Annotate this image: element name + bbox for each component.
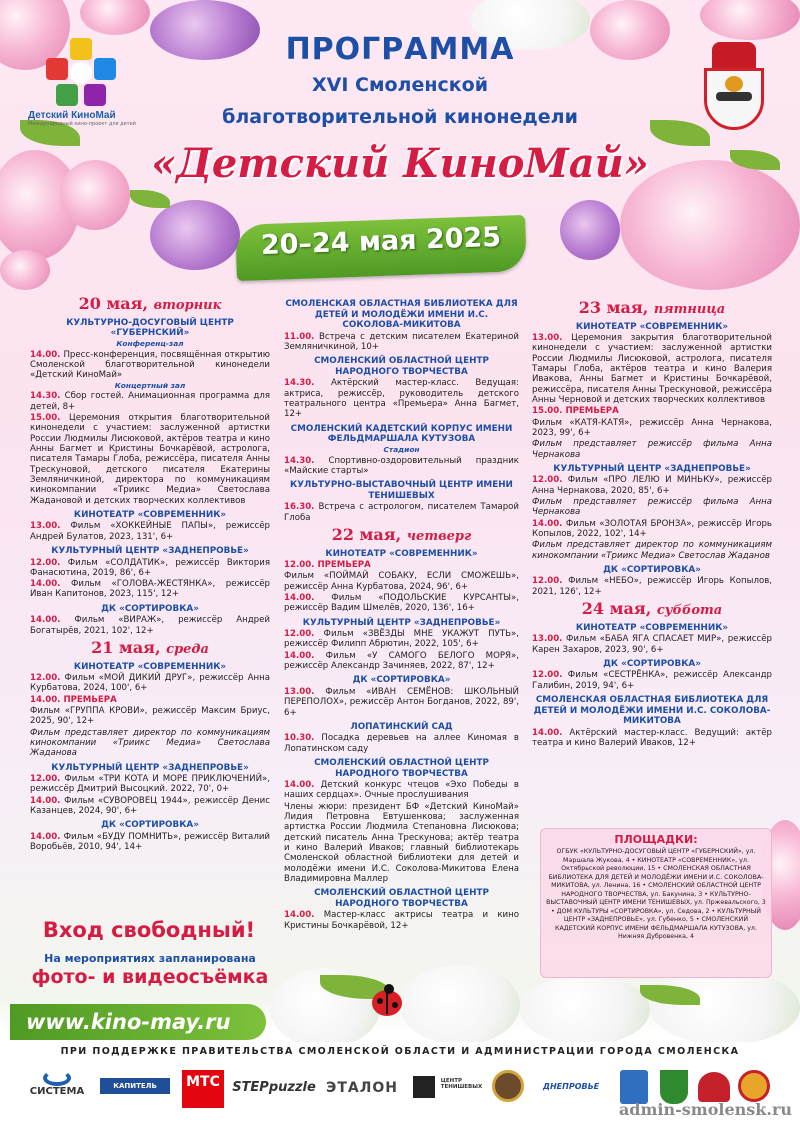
event-item: 14.00. Фильм «ПОДОЛЬСКИЕ КУРСАНТЫ», режиссёр Вадим Шмелёв, 2020, 136', 16+ — [284, 593, 519, 614]
smolensk-crest-icon — [698, 40, 770, 132]
venue-heading: КИНОТЕАТР «СОВРЕМЕННИК» — [575, 321, 729, 332]
event-item: Фильм «ГРУППА КРОВИ», режиссёр Максим Бриус, 2025, 90', 12+ — [30, 706, 270, 727]
event-item: 14.00. Пресс-конференция, посвящённая открытию Смоленской благотворительной кинонедели «Детский КиноМай» — [30, 349, 270, 381]
event-note: Фильм представляет директор по коммуникациям кинокомпании «Триикс Медиа» Светослав Жаданов — [532, 540, 772, 561]
day-heading: 21 мая, среда — [91, 637, 209, 657]
flower-decoration — [520, 975, 650, 1045]
schedule-column-2 — [284, 295, 519, 932]
website-link[interactable]: www.kino-may.ru — [10, 1004, 266, 1040]
logo-subtitle: Международный кино-проект для детей — [28, 121, 136, 127]
venue-heading: КИНОТЕАТР «СОВРЕМЕННИК» — [325, 548, 478, 559]
event-item: 14.30. Спортивно-оздоровительный праздник «Майские старты» — [284, 455, 519, 476]
venue-heading: КУЛЬТУРНЫЙ ЦЕНТР «ЗАДНЕПРОВЬЕ» — [51, 762, 249, 773]
venue-heading: СМОЛЕНСКИЙ ОБЛАСТНОЙ ЦЕНТР НАРОДНОГО ТВОРЧЕСТВА — [314, 356, 489, 377]
venue-heading: СМОЛЕНСКИЙ ОБЛАСТНОЙ ЦЕНТР НАРОДНОГО ТВОРЧЕСТВА — [314, 758, 489, 779]
leaf-decoration — [130, 190, 170, 208]
schedule-column-1 — [30, 292, 270, 854]
star-logo-icon — [46, 38, 116, 108]
day-heading: 20 мая, вторник — [78, 294, 222, 313]
edition-line: XVI Смоленской — [311, 74, 489, 96]
venue-heading: ДК «СОРТИРОВКА» — [603, 658, 701, 669]
flower-decoration — [150, 200, 240, 270]
watermark: admin-smolensk.ru — [618, 1100, 792, 1119]
flower-decoration — [80, 0, 150, 35]
ladybug-icon — [372, 990, 402, 1016]
event-item: 12.00. Фильм «МОЙ ДИКИЙ ДРУГ», режиссёр Анна Курбатова, 2024, 100', 6+ — [30, 673, 270, 694]
flower-decoration — [700, 0, 800, 40]
sponsor-logo: ЭТАЛОН — [326, 1080, 398, 1096]
hall-label: Конференц-зал — [116, 338, 184, 348]
sponsor-logo: ЦЕНТР ТЕНИШЕВЫХ — [410, 1070, 488, 1110]
event-item: 14.00. Фильм «ЗОЛОТАЯ БРОНЗА», режиссёр Игорь Копылов, 2022, 102', 14+ — [532, 518, 772, 539]
event-item: 14.00. Фильм «СУВОРОВЕЦ 1944», режиссёр Денис Казанцев, 2024, 90', 6+ — [30, 795, 270, 817]
venue-heading: КИНОТЕАТР «СОВРЕМЕННИК» — [73, 661, 227, 672]
event-item: 14.00. Фильм «БУДУ ПОМНИТЬ», режиссёр Виталий Воробьёв, 2010, 94', 14+ — [30, 831, 270, 853]
event-item: 10.30. Посадка деревьев на аллее Киномая в Лопатинском саду — [284, 733, 519, 754]
festival-logo — [28, 38, 138, 127]
event-item: 13.00. Фильм «ИВАН СЕМЁНОВ: ШКОЛЬНЫЙ ПЕРЕПОЛОХ», режиссёр Антон Богданов, 2022, 89', 6+ — [284, 686, 519, 718]
venue-heading: КУЛЬТУРНО-ДОСУГОВЫЙ ЦЕНТР «ГУБЕРНСКИЙ» — [66, 317, 234, 339]
event-item: 14.30. Сбор гостей. Анимационная программа для детей, 8+ — [30, 391, 270, 412]
event-item: 13.00. Фильм «ХОККЕЙНЫЕ ПАПЫ», режиссёр Андрей Булатов, 2023, 131', 6+ — [30, 521, 270, 542]
festival-dates: 20–24 мая 2025 — [260, 221, 502, 262]
festival-name: «Детский КиноМай» — [151, 140, 649, 187]
flower-decoration — [0, 250, 50, 290]
venue-heading: СМОЛЕНСКИЙ ОБЛАСТНОЙ ЦЕНТР НАРОДНОГО ТВОРЧЕСТВА — [314, 888, 489, 909]
venue-heading: ДК «СОРТИРОВКА» — [603, 564, 701, 575]
event-item: 12.00. Фильм «ЗВЁЗДЫ МНЕ УКАЖУТ ПУТЬ», режиссёр Филипп Абрютин, 2022, 105', 6+ — [284, 629, 519, 650]
event-item: 14.00. Фильм «У САМОГО БЕЛОГО МОРЯ», режиссёр Александр Зачиняев, 2022, 87', 12+ — [284, 650, 519, 672]
event-item: 11.00. Встреча с детским писателем Екатериной Земляничкиной, 10+ — [284, 331, 519, 352]
day-heading: 23 мая, пятница — [578, 298, 726, 317]
event-item: 14.00. Актёрский мастер-класс. Ведущий: актёр театра и кино Валерий Иваков, 12+ — [532, 727, 772, 748]
event-item: 14.00. Детский конкурс чтецов «Эхо Победы в наших сердцах». Очные прослушивания — [284, 780, 519, 801]
event-item: 15.00. Церемония открытия благотворительной кинонедели с участием: заслуженной артистки России Людмилы Лисюковой, актёров театра и кино Анны Багмет и Кристины Бочкарёвой, астролога, писателя Тамары Глоба, режиссёра, писателя Анны Трескуновой, детского писателя Екатерины Земляничкиной, директора по коммуникациям кинокомпании «Триикс Медиа» Светославa Жадановой и детских творческих коллективов — [30, 413, 270, 506]
jury-list: Члены жюри: президент БФ «Детский КиноМай» Лидия Петровна Евтушенкова; заслуженная артистка России Людмила Степановна Лисюкова; детский писатель Анна Трескунова; актёр театра и кино Валерий Иваков; главный библиотекарь Смоленской областной библиотеки для детей и молодёжи имени И.С. Соколова-Микитова Елена Владимировна Маллер — [284, 801, 519, 884]
hall-label: Стадион — [383, 444, 420, 454]
event-item: Фильм «ПОЙМАЙ СОБАКУ, ЕСЛИ СМОЖЕШЬ», режиссёр Анна Курбатова, 2024, 96', 6+ — [284, 571, 519, 592]
sponsor-logo: СИСТЕМА — [22, 1070, 92, 1110]
event-item: 12.00. Фильм «СЕСТРЁНКА», режиссёр Александр Галибин, 2019, 94', 6+ — [532, 670, 772, 691]
venues-box — [540, 828, 772, 978]
flower-decoration — [400, 965, 520, 1045]
photo-notice-emphasis: фото- и видеосъёмка — [31, 966, 269, 988]
venue-heading: КИНОТЕАТР «СОВРЕМЕННИК» — [73, 509, 227, 520]
event-item: 14.00. Фильм «ВИРАЖ», режиссёр Андрей Богатырёв, 2021, 102', 12+ — [30, 615, 270, 636]
event-item: 15.00. ПРЕМЬЕРА — [532, 406, 619, 417]
logo-name: Детский КиноМай — [28, 110, 116, 121]
subtitle-line: благотворительной кинонедели — [222, 106, 578, 128]
photo-notice-line: На мероприятиях запланирована — [44, 952, 256, 965]
sponsor-logo: МТС — [182, 1070, 224, 1110]
event-note: Фильм представляет режиссёр фильма Анна Чернакова — [532, 439, 772, 460]
venue-heading: КУЛЬТУРНЫЙ ЦЕНТР «ЗАДНЕПРОВЬЕ» — [51, 545, 249, 556]
sponsor-logo: STEPpuzzle — [232, 1080, 316, 1095]
flower-decoration — [650, 970, 800, 1045]
venue-heading: КУЛЬТУРНЫЙ ЦЕНТР «ЗАДНЕПРОВЬЕ» — [302, 617, 501, 628]
venue-heading: КИНОТЕАТР «СОВРЕМЕННИК» — [575, 622, 729, 633]
venues-title: ПЛОЩАДКИ: — [614, 833, 698, 846]
event-item: Фильм «КАТЯ-КАТЯ», режиссёр Анна Чернакова, 2023, 99', 6+ — [532, 417, 772, 438]
venue-heading: СМОЛЕНСКАЯ ОБЛАСТНАЯ БИБЛИОТЕКА ДЛЯ ДЕТЕЙ И МОЛОДЁЖИ ИМЕНИ И.С. СОКОЛОВА-МИКИТОВА — [285, 299, 518, 331]
event-item: 12.00. ПРЕМЬЕРА — [284, 560, 371, 571]
event-item: 12.00. Фильм «ПРО ЛЕЛЮ И МИНЬКУ», режиссёр Анна Чернакова, 2020, 85', 6+ — [532, 475, 772, 496]
free-entry-banner: Вход свободный! — [42, 918, 256, 942]
event-item: 14.00. ПРЕМЬЕРА — [30, 694, 117, 705]
venue-heading: ДК «СОРТИРОВКА» — [101, 603, 199, 614]
venue-heading: ЛОПАТИНСКИЙ САД — [350, 721, 453, 732]
venue-heading: ДК «СОРТИРОВКА» — [101, 820, 199, 831]
event-item: 14.00. Фильм «ГОЛОВА-ЖЕСТЯНКА», режиссёр Иван Капитонов, 2023, 115', 12+ — [30, 579, 270, 600]
event-item: 12.00. Фильм «ТРИ КОТА И МОРЕ ПРИКЛЮЧЕНИЙ», режиссёр Дмитрий Высоцкий. 2022, 70', 0+ — [30, 774, 270, 795]
venue-heading: СМОЛЕНСКАЯ ОБЛАСТНАЯ БИБЛИОТЕКА ДЛЯ ДЕТЕЙ И МОЛОДЁЖИ ИМЕНИ И.С. СОКОЛОВА-МИКИТОВА — [533, 695, 771, 727]
support-line: ПРИ ПОДДЕРЖКЕ ПРАВИТЕЛЬСТВА СМОЛЕНСКОЙ ОБЛАСТИ И АДМИНИСТРАЦИИ ГОРОДА СМОЛЕНСКА — [60, 1046, 740, 1057]
sponsor-logo — [492, 1070, 528, 1110]
event-item: 16.30. Встреча с астрологом, писателем Тамарой Глоба — [284, 502, 519, 523]
sponsor-logo: КАПИТЕЛЬ — [100, 1070, 170, 1110]
day-heading: 22 мая, четверг — [331, 524, 472, 544]
event-item: 12.00. Фильм «СОЛДАТИК», режиссёр Виктория Фанасютина, 2019, 86', 6+ — [30, 557, 270, 578]
venue-heading: КУЛЬТУРНО-ВЫСТАВОЧНЫЙ ЦЕНТР ИМЕНИ ТЕНИШЕВЫХ — [290, 480, 513, 501]
event-item: 12.00. Фильм «НЕБО», режиссёр Игорь Копылов, 2021, 126', 12+ — [532, 576, 772, 597]
venues-list: ОГБУК «КУЛЬТУРНО-ДОСУГОВЫЙ ЦЕНТР «ГУБЕРНСКИЙ», ул. Маршала Жукова, 4 • КИНОТЕАТР «СОВРЕМЕННИК», ул. Октябрьской революции, 15 • СМОЛЕНСКАЯ ОБЛАСТНАЯ БИБЛИОТЕКА ДЛЯ ДЕТЕЙ И МОЛОДЁЖИ ИМЕНИ И.С. СОКОЛОВА-МИКИТОВА, ул. Ленина, 16 • СМОЛЕНСКИЙ ОБЛАСТНОЙ ЦЕНТР НАРОДНОГО ТВОРЧЕСТВА, ул. Бакунина, 3 • КУЛЬТУРНО-ВЫСТАВОЧНЫЙ ЦЕНТР ИМЕНИ ТЕНИШЕВЫХ, ул. Пржевальского, 3 • ДОМ КУЛЬТУРЫ «СОРТИРОВКА», ул. Седова, 2 • КУЛЬТУРНЫЙ ЦЕНТР «ЗАДНЕПРОВЬЕ», ул. Губенко, 5 • СМОЛЕНСКИЙ КАДЕТСКИЙ КОРПУС ИМЕНИ ФЕЛЬДМАРШАЛА КУТУЗОВА, ул. Нижняя Дубровенка, 4 — [546, 848, 766, 940]
event-item: 13.00. Фильм «БАБА ЯГА СПАСАЕТ МИР», режиссёр Карен Захаров, 2023, 90', 6+ — [532, 634, 772, 655]
schedule-column-3 — [532, 296, 772, 749]
event-item: 14.30. Актёрский мастер-класс. Ведущая: актриса, режиссёр, руководитель детского театрального центра «Премьера» Анна Багмет, 12+ — [284, 378, 519, 420]
sponsor-logo: ДНЕПРОВЬЕ — [542, 1082, 600, 1091]
venue-heading: ДК «СОРТИРОВКА» — [352, 675, 451, 686]
hall-label: Концертный зал — [114, 380, 186, 390]
page-title: ПРОГРАММА — [285, 32, 515, 67]
event-note: Фильм представляет режиссёр фильма Анна Чернакова — [532, 497, 772, 518]
venue-heading: СМОЛЕНСКИЙ КАДЕТСКИЙ КОРПУС ИМЕНИ ФЕЛЬДМАРШАЛА КУТУЗОВА — [290, 423, 513, 445]
event-item: 13.00. Церемония закрытия благотворительной кинонедели с участием: заслуженной артистки России Людмилы Лисюковой, астролога, писателя Тамары Глоба, актёров театра и кино Валерия Ивакова, Анны Багмет и Кристины Бочкарёвой, режиссёра, писателя Анны Трескуновой, режиссёра Анны Черновой и детских творческих коллективов — [532, 333, 772, 406]
event-item: 14.00. Мастер-класс актрисы театра и кино Кристины Бочкарёвой, 12+ — [284, 910, 519, 931]
event-note: Фильм представляет директор по коммуникациям кинокомпании «Триикс Медиа» Светослава Жаданова — [30, 727, 270, 759]
venue-heading: КУЛЬТУРНЫЙ ЦЕНТР «ЗАДНЕПРОВЬЕ» — [553, 463, 751, 474]
flower-decoration — [560, 200, 620, 260]
day-heading: 24 мая, суббота — [581, 599, 723, 619]
